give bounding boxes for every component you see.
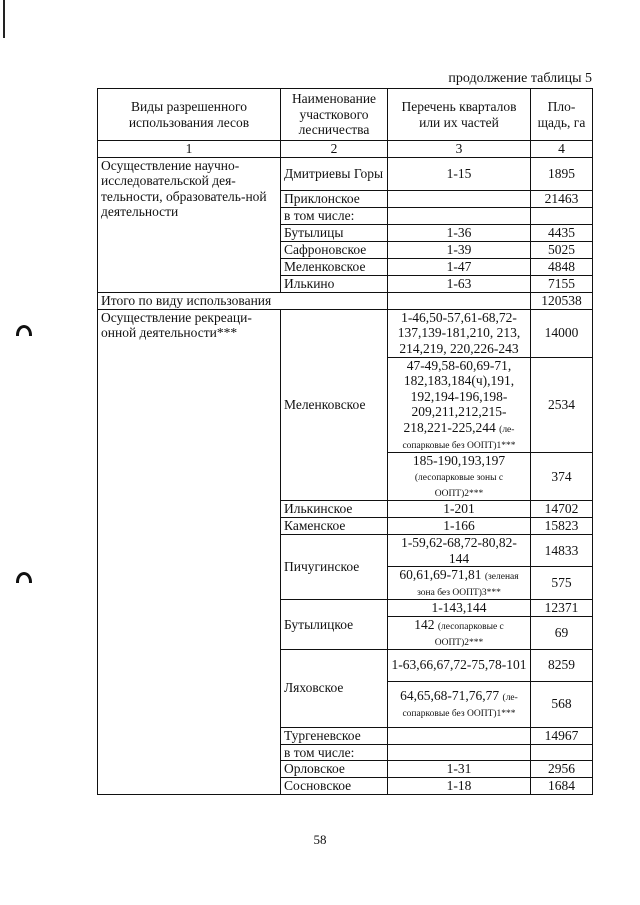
quarters-note: (лесопарковые зоны с ООПТ)2*** — [414, 473, 504, 499]
quarters-cell — [388, 357, 531, 452]
quarters-cell — [388, 452, 531, 501]
quarters-note: (лесопарковые с ООПТ)2*** — [434, 621, 504, 648]
quarters-cell: 1-36 — [388, 224, 531, 241]
area-cell: 4435 — [531, 224, 593, 241]
column-number: 4 — [531, 141, 593, 158]
quarters-cell — [388, 190, 531, 207]
quarters-cell — [388, 292, 531, 309]
quarters-text: 60,61,69-71,81 — [399, 567, 482, 582]
forestry-cell: Меленковское — [281, 309, 388, 501]
quarters-cell: 1-59,62-68,72-80,82-144 — [388, 535, 531, 567]
area-cell: 8259 — [531, 649, 593, 681]
quarters-cell — [388, 207, 531, 224]
column-number: 3 — [388, 141, 531, 158]
column-number: 1 — [98, 141, 281, 158]
area-cell: 4848 — [531, 258, 593, 275]
scan-edge-line — [3, 0, 5, 38]
area-cell: 575 — [531, 567, 593, 600]
quarters-cell — [388, 567, 531, 600]
area-cell: 69 — [531, 616, 593, 649]
quarters-cell: 1-201 — [388, 501, 531, 518]
area-cell: 1684 — [531, 778, 593, 795]
area-cell — [531, 744, 593, 761]
quarters-cell: 1-46,50-57,61-68,72-137,139-181,210, 213, 214,219, 220,226-243 — [388, 309, 531, 357]
forestry-cell: Каменское — [281, 518, 388, 535]
quarters-cell: 1-63 — [388, 275, 531, 292]
forestry-cell: Пичугинское — [281, 535, 388, 600]
use-type-cell: Осуществление рекреаци-онной деятельности*** — [98, 309, 281, 795]
forestry-cell: Илькинское — [281, 501, 388, 518]
quarters-note: (зеленая зона без ООПТ)3*** — [417, 572, 519, 598]
area-cell: 2956 — [531, 761, 593, 778]
forestry-cell: Сосновское — [281, 778, 388, 795]
quarters-cell — [388, 616, 531, 649]
area-cell: 2534 — [531, 357, 593, 452]
column-number-row — [98, 141, 593, 158]
forestry-cell: Ляховское — [281, 649, 388, 727]
area-cell: 1895 — [531, 157, 593, 190]
forestry-cell: в том числе: — [281, 207, 388, 224]
table-row — [98, 309, 593, 357]
header-cell: Наименование участкового лесничества — [281, 89, 388, 141]
quarters-cell: 1-31 — [388, 761, 531, 778]
quarters-cell: 1-166 — [388, 518, 531, 535]
header-row — [98, 89, 593, 141]
area-cell: 568 — [531, 681, 593, 727]
quarters-text: 64,65,68-71,76,77 — [400, 688, 500, 703]
table-row — [98, 157, 593, 190]
forestry-cell: Приклонское — [281, 190, 388, 207]
quarters-text: 47-49,58-60,69-71, 182,183,184(ч),191, 192,194-196,198-209,211,212,215-218,221-225,244 — [403, 357, 515, 435]
forestry-cell: Тургеневское — [281, 727, 388, 744]
forestry-cell: в том числе: — [281, 744, 388, 761]
use-type-cell: Осуществление научно-исследовательской дея-тельности, образователь-ной деятельности — [98, 157, 281, 292]
forestry-cell: Сафроновское — [281, 241, 388, 258]
quarters-cell: 1-63,66,67,72-75,78-101 — [388, 649, 531, 681]
area-cell: 12371 — [531, 600, 593, 617]
quarters-cell: 1-15 — [388, 157, 531, 190]
quarters-cell — [388, 681, 531, 727]
area-cell — [531, 207, 593, 224]
area-cell: 15823 — [531, 518, 593, 535]
area-cell: 14702 — [531, 501, 593, 518]
total-area: 120538 — [531, 292, 593, 309]
quarters-cell: 1-39 — [388, 241, 531, 258]
area-cell: 374 — [531, 452, 593, 501]
column-number: 2 — [281, 141, 388, 158]
quarters-cell: 1-143,144 — [388, 600, 531, 617]
hole-punch-mark — [14, 569, 34, 583]
forestry-cell: Бутылицы — [281, 224, 388, 241]
forestry-cell: Меленковское — [281, 258, 388, 275]
area-cell: 14000 — [531, 309, 593, 357]
total-row — [98, 292, 593, 309]
page-number: 58 — [313, 832, 327, 847]
area-cell: 14833 — [531, 535, 593, 567]
quarters-cell — [388, 727, 531, 744]
forestry-cell: Илькино — [281, 275, 388, 292]
quarters-note: (ле-сопарковые без ООПТ)1*** — [402, 693, 518, 719]
quarters-cell: 1-47 — [388, 258, 531, 275]
hole-punch-mark — [14, 322, 34, 336]
forest-use-table — [97, 88, 593, 795]
forestry-cell: Дмитриевы Горы — [281, 157, 388, 190]
area-cell: 14967 — [531, 727, 593, 744]
forestry-cell: Орловское — [281, 761, 388, 778]
quarters-text: 142 — [414, 616, 435, 632]
total-label: Итого по виду использования — [98, 292, 388, 309]
quarters-cell: 1-18 — [388, 778, 531, 795]
quarters-cell — [388, 744, 531, 761]
header-cell: Пло-щадь, га — [531, 89, 593, 141]
header-cell: Виды разрешенного использования лесов — [98, 89, 281, 141]
area-cell: 5025 — [531, 241, 593, 258]
forestry-cell: Бутылицкое — [281, 600, 388, 650]
quarters-note: (ле-сопарковые без ООПТ)1*** — [402, 424, 516, 451]
table-caption: продолжение таблицы 5 — [448, 71, 592, 86]
header-cell: Перечень кварталов или их частей — [388, 89, 531, 141]
area-cell: 7155 — [531, 275, 593, 292]
quarters-text: 185-190,193,197 — [412, 452, 506, 468]
area-cell: 21463 — [531, 190, 593, 207]
